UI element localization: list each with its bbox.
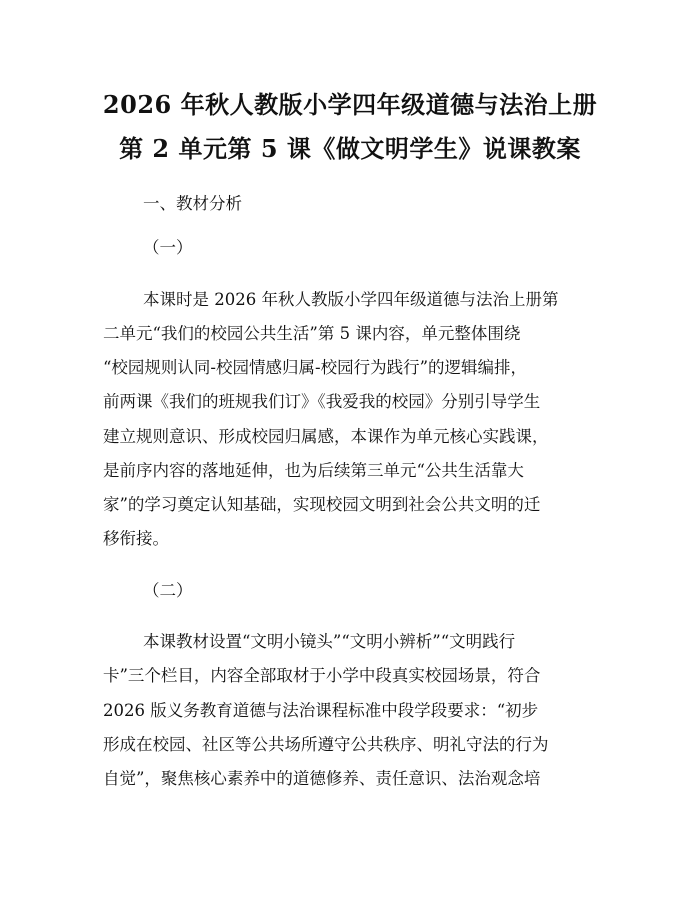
paragraph2-text: 本课教材设置“文明小镜头”“文明小辨析”“文明践行 xyxy=(143,632,516,651)
paragraph1-text: 建立规则意识、形成校园归属感，本课作为单元核心实践课， xyxy=(103,427,549,446)
subsection-heading-2: （二） xyxy=(143,581,193,600)
paragraph1-text: 是前序内容的落地延伸，也为后续第三单元“公共生活靠大 xyxy=(103,461,524,480)
paragraph1-text: 本课时是 2026 年秋人教版小学四年级道德与法治上册第 xyxy=(143,290,559,309)
document-title-line-2: 第 2 单元第 5 课《做文明学生》说课教案 xyxy=(119,134,581,163)
paragraph1-text: 二单元“我们的校园公共生活”第 5 课内容，单元整体围绕 xyxy=(103,324,521,343)
paragraph1-text: 家”的学习奠定认知基础，实现校园文明到社会公共文明的迁 xyxy=(103,495,541,514)
paragraph2-text: 卡”三个栏目，内容全部取材于小学中段真实校园场景，符合 xyxy=(103,666,541,685)
section-heading: 一、教材分析 xyxy=(143,194,242,213)
document-title-line-1: 2026 年秋人教版小学四年级道德与法治上册 xyxy=(102,90,598,119)
paragraph1-text: “校园规则认同-校园情感归属-校园行为践行”的逻辑编排， xyxy=(103,358,528,377)
paragraph2-text: 自觉”，聚焦核心素养中的道德修养、责任意识、法治观念培 xyxy=(103,769,541,788)
paragraph1-text: 移衔接。 xyxy=(103,529,169,548)
paragraph2-text: 形成在校园、社区等公共场所遵守公共秩序、明礼守法的行为 xyxy=(103,735,549,754)
paragraph1-text: 前两课《我们的班规我们订》《我爱我的校园》分别引导学生 xyxy=(103,392,541,411)
paragraph2-text: 2026 版义务教育道德与法治课程标准中段学段要求：“初步 xyxy=(103,701,539,720)
subsection-heading-1: （一） xyxy=(143,238,193,257)
